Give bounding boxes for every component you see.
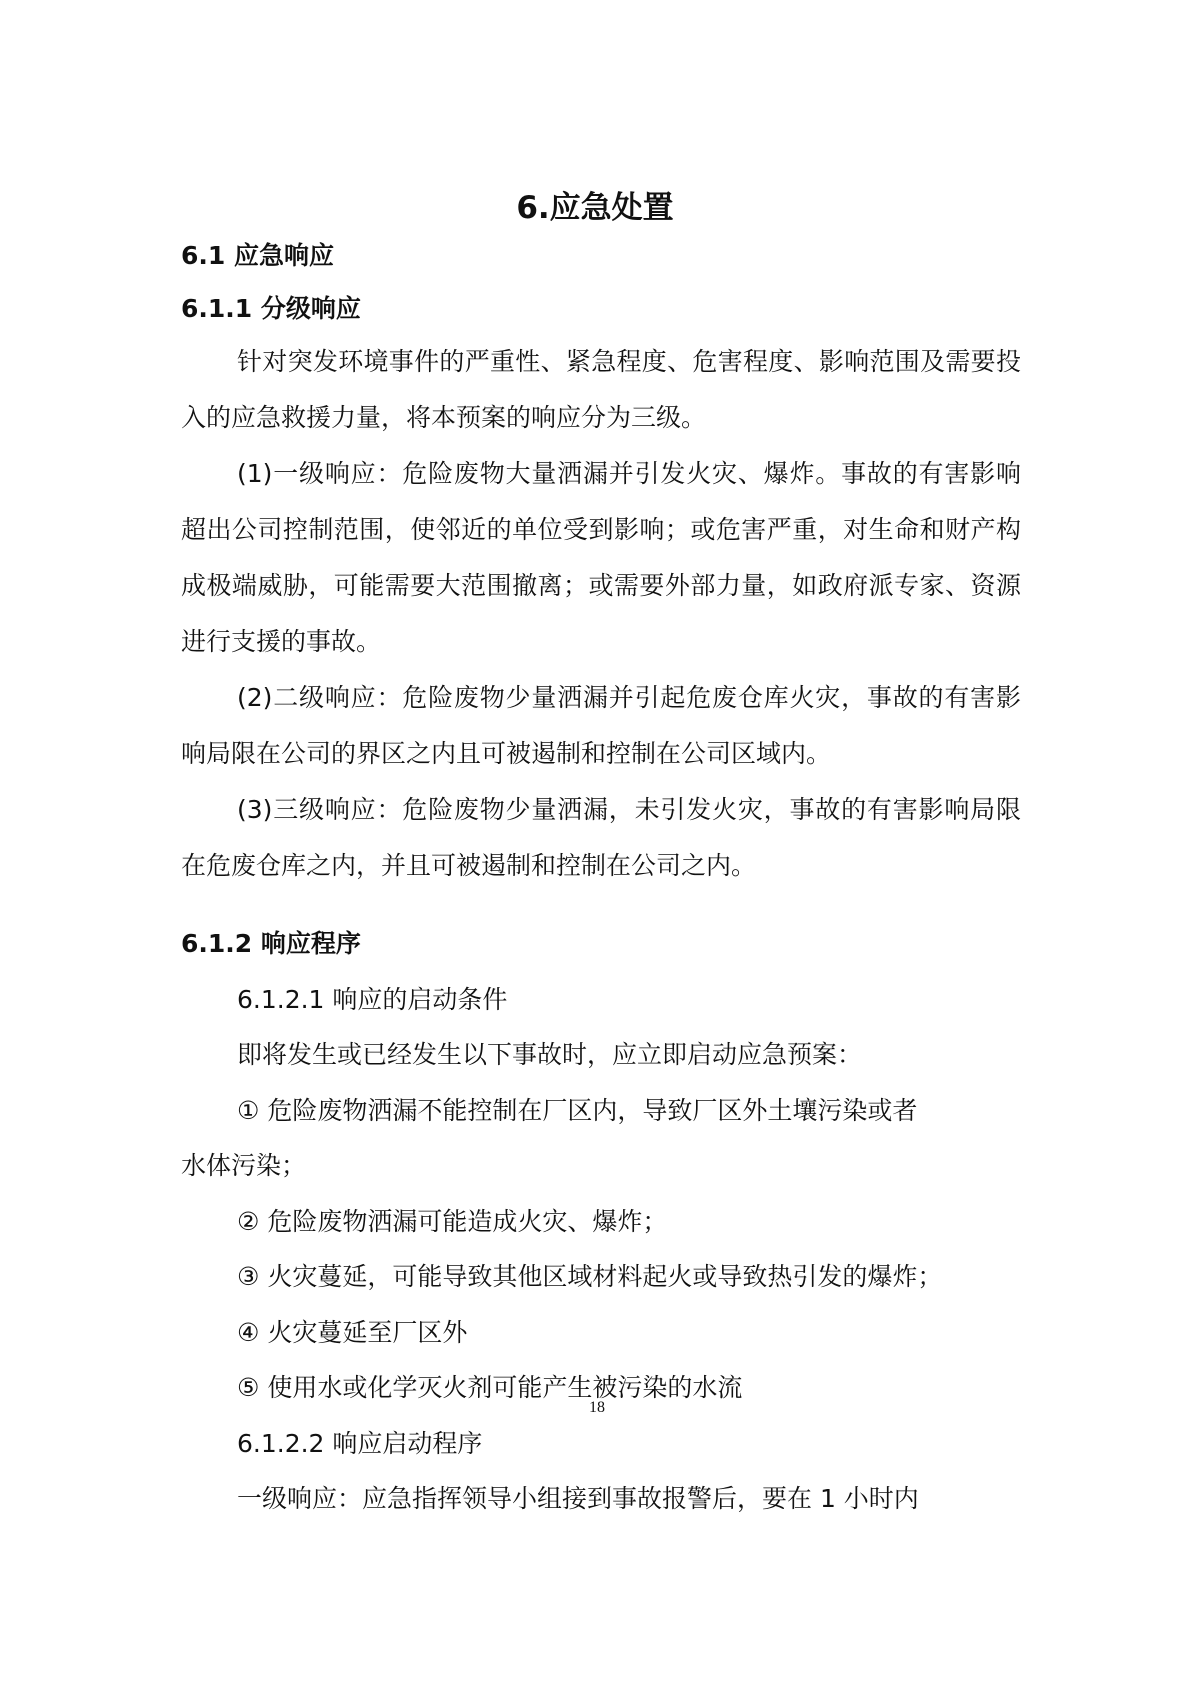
paragraph-level-2: (2)二级响应：危险废物少量洒漏并引起危废仓库火灾，事故的有害影响局限在公司的界区之内且可被遏制和控制在公司区域内。 [181, 683, 1021, 768]
condition-1-line-1: ① 危险废物洒漏不能控制在厂区内，导致厂区外土壤污染或者 [237, 1096, 918, 1125]
section-heading-6-1-1: 6.1.1 分级响应 [181, 294, 361, 323]
lead-sentence: 即将发生或已经发生以下事故时，应立即启动应急预案： [237, 1040, 863, 1069]
page-number: 18 [589, 1399, 605, 1416]
condition-3: ③ 火灾蔓延，可能导致其他区域材料起火或导致热引发的爆炸； [237, 1262, 943, 1291]
subsection-6-1-2-1: 6.1.2.1 响应的启动条件 [237, 985, 508, 1014]
chapter-title: 6.应急处置 [516, 190, 674, 226]
condition-4: ④ 火灾蔓延至厂区外 [237, 1318, 468, 1347]
subsection-6-1-2-2: 6.1.2.2 响应启动程序 [237, 1429, 483, 1458]
section-heading-6-1-2: 6.1.2 响应程序 [181, 929, 361, 958]
condition-5: ⑤ 使用水或化学灭火剂可能产生被污染的水流 [237, 1373, 743, 1402]
section-heading-6-1: 6.1 应急响应 [181, 241, 334, 270]
paragraph-intro: 针对突发环境事件的严重性、紧急程度、危害程度、影响范围及需要投入的应急救援力量，将本预案的响应分为三级。 [181, 347, 1021, 432]
level-1-procedure-line: 一级响应：应急指挥领导小组接到事故报警后，要在 1 小时内 [237, 1484, 919, 1513]
condition-2: ② 危险废物洒漏可能造成火灾、爆炸； [237, 1207, 668, 1236]
paragraph-level-3: (3)三级响应：危险废物少量洒漏，未引发火灾，事故的有害影响局限在危废仓库之内，并且可被遏制和控制在公司之内。 [181, 795, 1021, 880]
condition-1-line-2: 水体污染； [181, 1151, 307, 1180]
paragraph-level-1: (1)一级响应：危险废物大量洒漏并引发火灾、爆炸。事故的有害影响超出公司控制范围，使邻近的单位受到影响；或危害严重，对生命和财产构成极端威胁，可能需要大范围撤离；或需要外部力量，如政府派专家、资源进行支援的事故。 [181, 459, 1021, 656]
